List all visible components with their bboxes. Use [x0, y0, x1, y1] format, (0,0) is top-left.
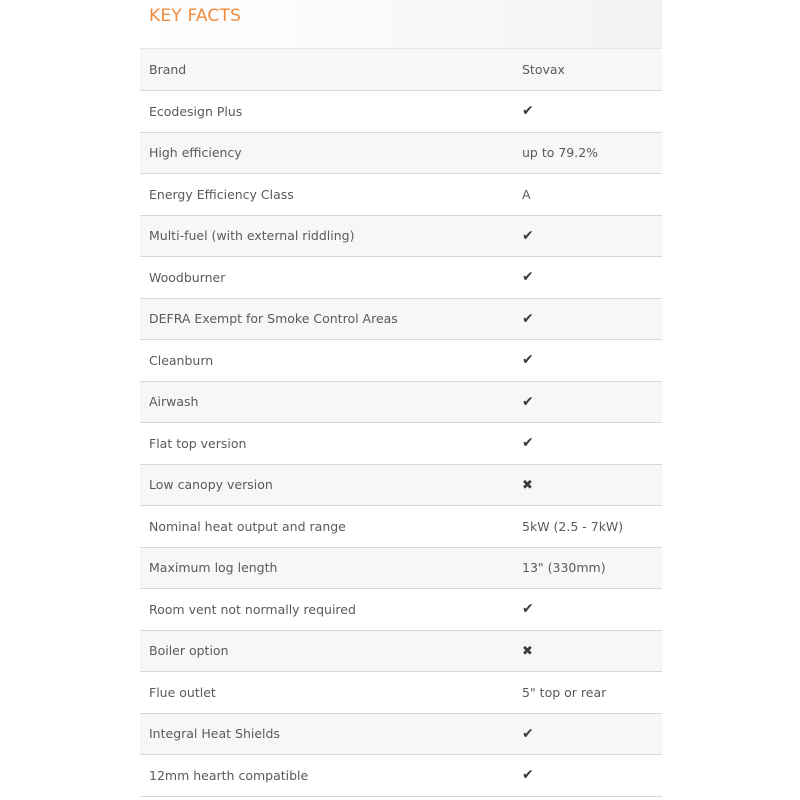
row-label: Energy Efficiency Class	[149, 186, 294, 202]
row-label: Woodburner	[149, 269, 226, 285]
check-icon	[522, 601, 534, 616]
row-value: up to 79.2%	[522, 145, 599, 161]
row-value: 5" top or rear	[522, 684, 607, 700]
table-row	[140, 257, 662, 299]
key-facts-header	[140, 0, 662, 49]
row-label: Cleanburn	[149, 352, 214, 368]
row-label: Nominal heat output and range	[149, 518, 346, 534]
table-row	[140, 174, 662, 216]
row-label: Multi-fuel (with external riddling)	[149, 228, 355, 244]
check-icon	[522, 103, 534, 118]
row-label: Integral Heat Shields	[149, 726, 280, 742]
row-value: A	[522, 186, 531, 202]
row-value	[514, 630, 662, 672]
row-label: Maximum log length	[149, 560, 278, 576]
check-icon	[522, 726, 534, 741]
key-facts-table	[140, 49, 662, 797]
table-row	[140, 298, 662, 340]
row-value: 5kW (2.5 - 7kW)	[522, 518, 624, 534]
row-value	[514, 755, 662, 797]
row-value	[514, 340, 662, 382]
row-label: Brand	[149, 62, 187, 77]
table-row	[140, 215, 662, 257]
table-row	[140, 340, 662, 382]
table-row	[140, 547, 662, 589]
table-row	[140, 381, 662, 423]
check-icon	[522, 228, 534, 243]
check-icon	[522, 435, 534, 450]
row-label: Flat top version	[149, 435, 247, 451]
cross-icon	[522, 477, 533, 492]
key-facts-table-body	[140, 49, 662, 796]
row-value	[514, 257, 662, 299]
row-value: 13" (330mm)	[522, 560, 606, 576]
row-value	[514, 713, 662, 755]
table-row	[140, 506, 662, 548]
check-icon	[522, 767, 534, 782]
check-icon	[522, 394, 534, 409]
row-label: DEFRA Exempt for Smoke Control Areas	[149, 311, 398, 327]
check-icon	[522, 352, 534, 367]
key-facts-panel	[140, 0, 662, 797]
row-label: Room vent not normally required	[149, 601, 356, 617]
row-label: Boiler option	[149, 643, 229, 659]
row-value	[514, 589, 662, 631]
row-value: Stovax	[522, 62, 565, 77]
row-label: Low canopy version	[149, 477, 273, 493]
table-row	[140, 713, 662, 755]
row-value	[514, 464, 662, 506]
row-label: Ecodesign Plus	[149, 103, 243, 119]
key-facts-title: KEY FACTS	[149, 6, 242, 26]
table-row	[140, 132, 662, 174]
table-row	[140, 672, 662, 714]
row-label: High efficiency	[149, 145, 242, 161]
row-value	[514, 423, 662, 465]
row-label: Flue outlet	[149, 684, 216, 700]
check-icon	[522, 269, 534, 284]
table-row	[140, 589, 662, 631]
row-value	[514, 215, 662, 257]
table-row	[140, 423, 662, 465]
cross-icon	[522, 643, 533, 658]
row-value	[514, 298, 662, 340]
table-row	[140, 91, 662, 133]
table-row	[140, 49, 662, 91]
row-label: 12mm hearth compatible	[149, 767, 309, 783]
table-row	[140, 755, 662, 797]
table-row	[140, 630, 662, 672]
row-value	[514, 91, 662, 133]
row-label: Airwash	[149, 394, 199, 410]
table-row	[140, 464, 662, 506]
check-icon	[522, 311, 534, 326]
row-value	[514, 381, 662, 423]
